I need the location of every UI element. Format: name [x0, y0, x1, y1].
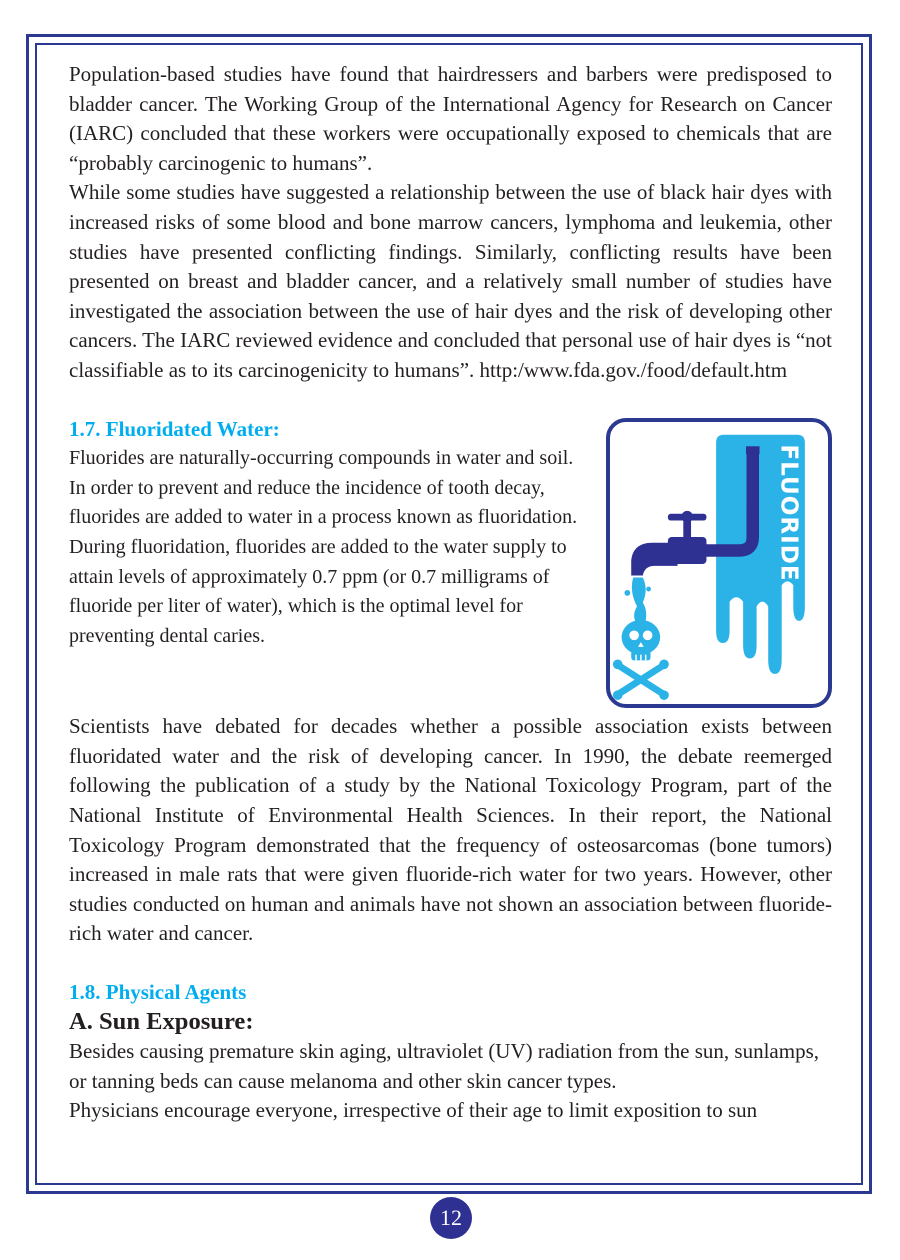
section-heading-physical-agents: 1.8. Physical Agents: [69, 979, 247, 1004]
fluoride-illustration: [606, 418, 832, 708]
paragraph-hairdressers: Population-based studies have found that hairdressers and barbers were predisposed to bladder cancer. The Working Group of the International Agency for Research on Cancer (IARC) concluded that these workers were occupationally exposed to chemicals that are “probably carcinogenic to humans”.: [69, 62, 832, 175]
paragraph-fluoride-intro: Fluorides are naturally-occurring compounds in water and soil. In order to prevent and reduce the incidence of tooth decay, fluorides are added to water in a process known as fluoridation. During fluoridation, fluorides are added to the water supply to attain levels of approximately 0.7 ppm (or 0.7 milligrams of fluoride per liter of water), which is the optimal level for preventing dental caries.: [69, 447, 578, 647]
paragraph-uv-radiation: Besides causing premature skin aging, ultraviolet (UV) radiation from the sun, sunlamps, or tanning beds can cause melanoma and other skin cancer types.: [69, 1039, 820, 1093]
page-content: [69, 60, 832, 1126]
page-number-badge: 12: [430, 1197, 472, 1239]
paragraph-hair-dyes: While some studies have suggested a relationship between the use of black hair dyes with increased risks of some blood and bone marrow cancers, lymphoma and leukemia, other studies have presented conflicting findings. Similarly, conflicting results have been presented on breast and bladder cancer, and a relatively small number of studies have investigated the association between the use of hair dyes and the risk of developing other cancers. The IARC reviewed evidence and concluded that personal use of hair dyes is “not classifiable as to its carcinogenicity to humans”. http:/www.fda.gov./food/default.htm: [69, 180, 832, 382]
section-heading-fluoridated-water: 1.7. Fluoridated Water:: [69, 416, 280, 441]
fluoride-label: FLUORIDE: [775, 444, 802, 582]
fluoride-tap-skull-icon: [610, 422, 828, 704]
paragraph-fluoride-cancer: Scientists have debated for decades whether a possible association exists between fluoridated water and the risk of developing cancer. In 1990, the debate reemerged following the publication of a study by the National Toxicology Program, part of the National Institute of Environmental Health Sciences. In their report, the National Toxicology Program demonstrated that the frequency of osteosarcomas (bone tumors) increased in male rats that were given fluoride-rich water for two years. However, other studies conducted on human and animals have not shown an association between fluoride-rich water and cancer.: [69, 714, 832, 946]
paragraph-physicians: Physicians encourage everyone, irrespective of their age to limit exposition to sun: [69, 1098, 758, 1123]
subheading-sun-exposure: A. Sun Exposure:: [69, 1008, 254, 1036]
